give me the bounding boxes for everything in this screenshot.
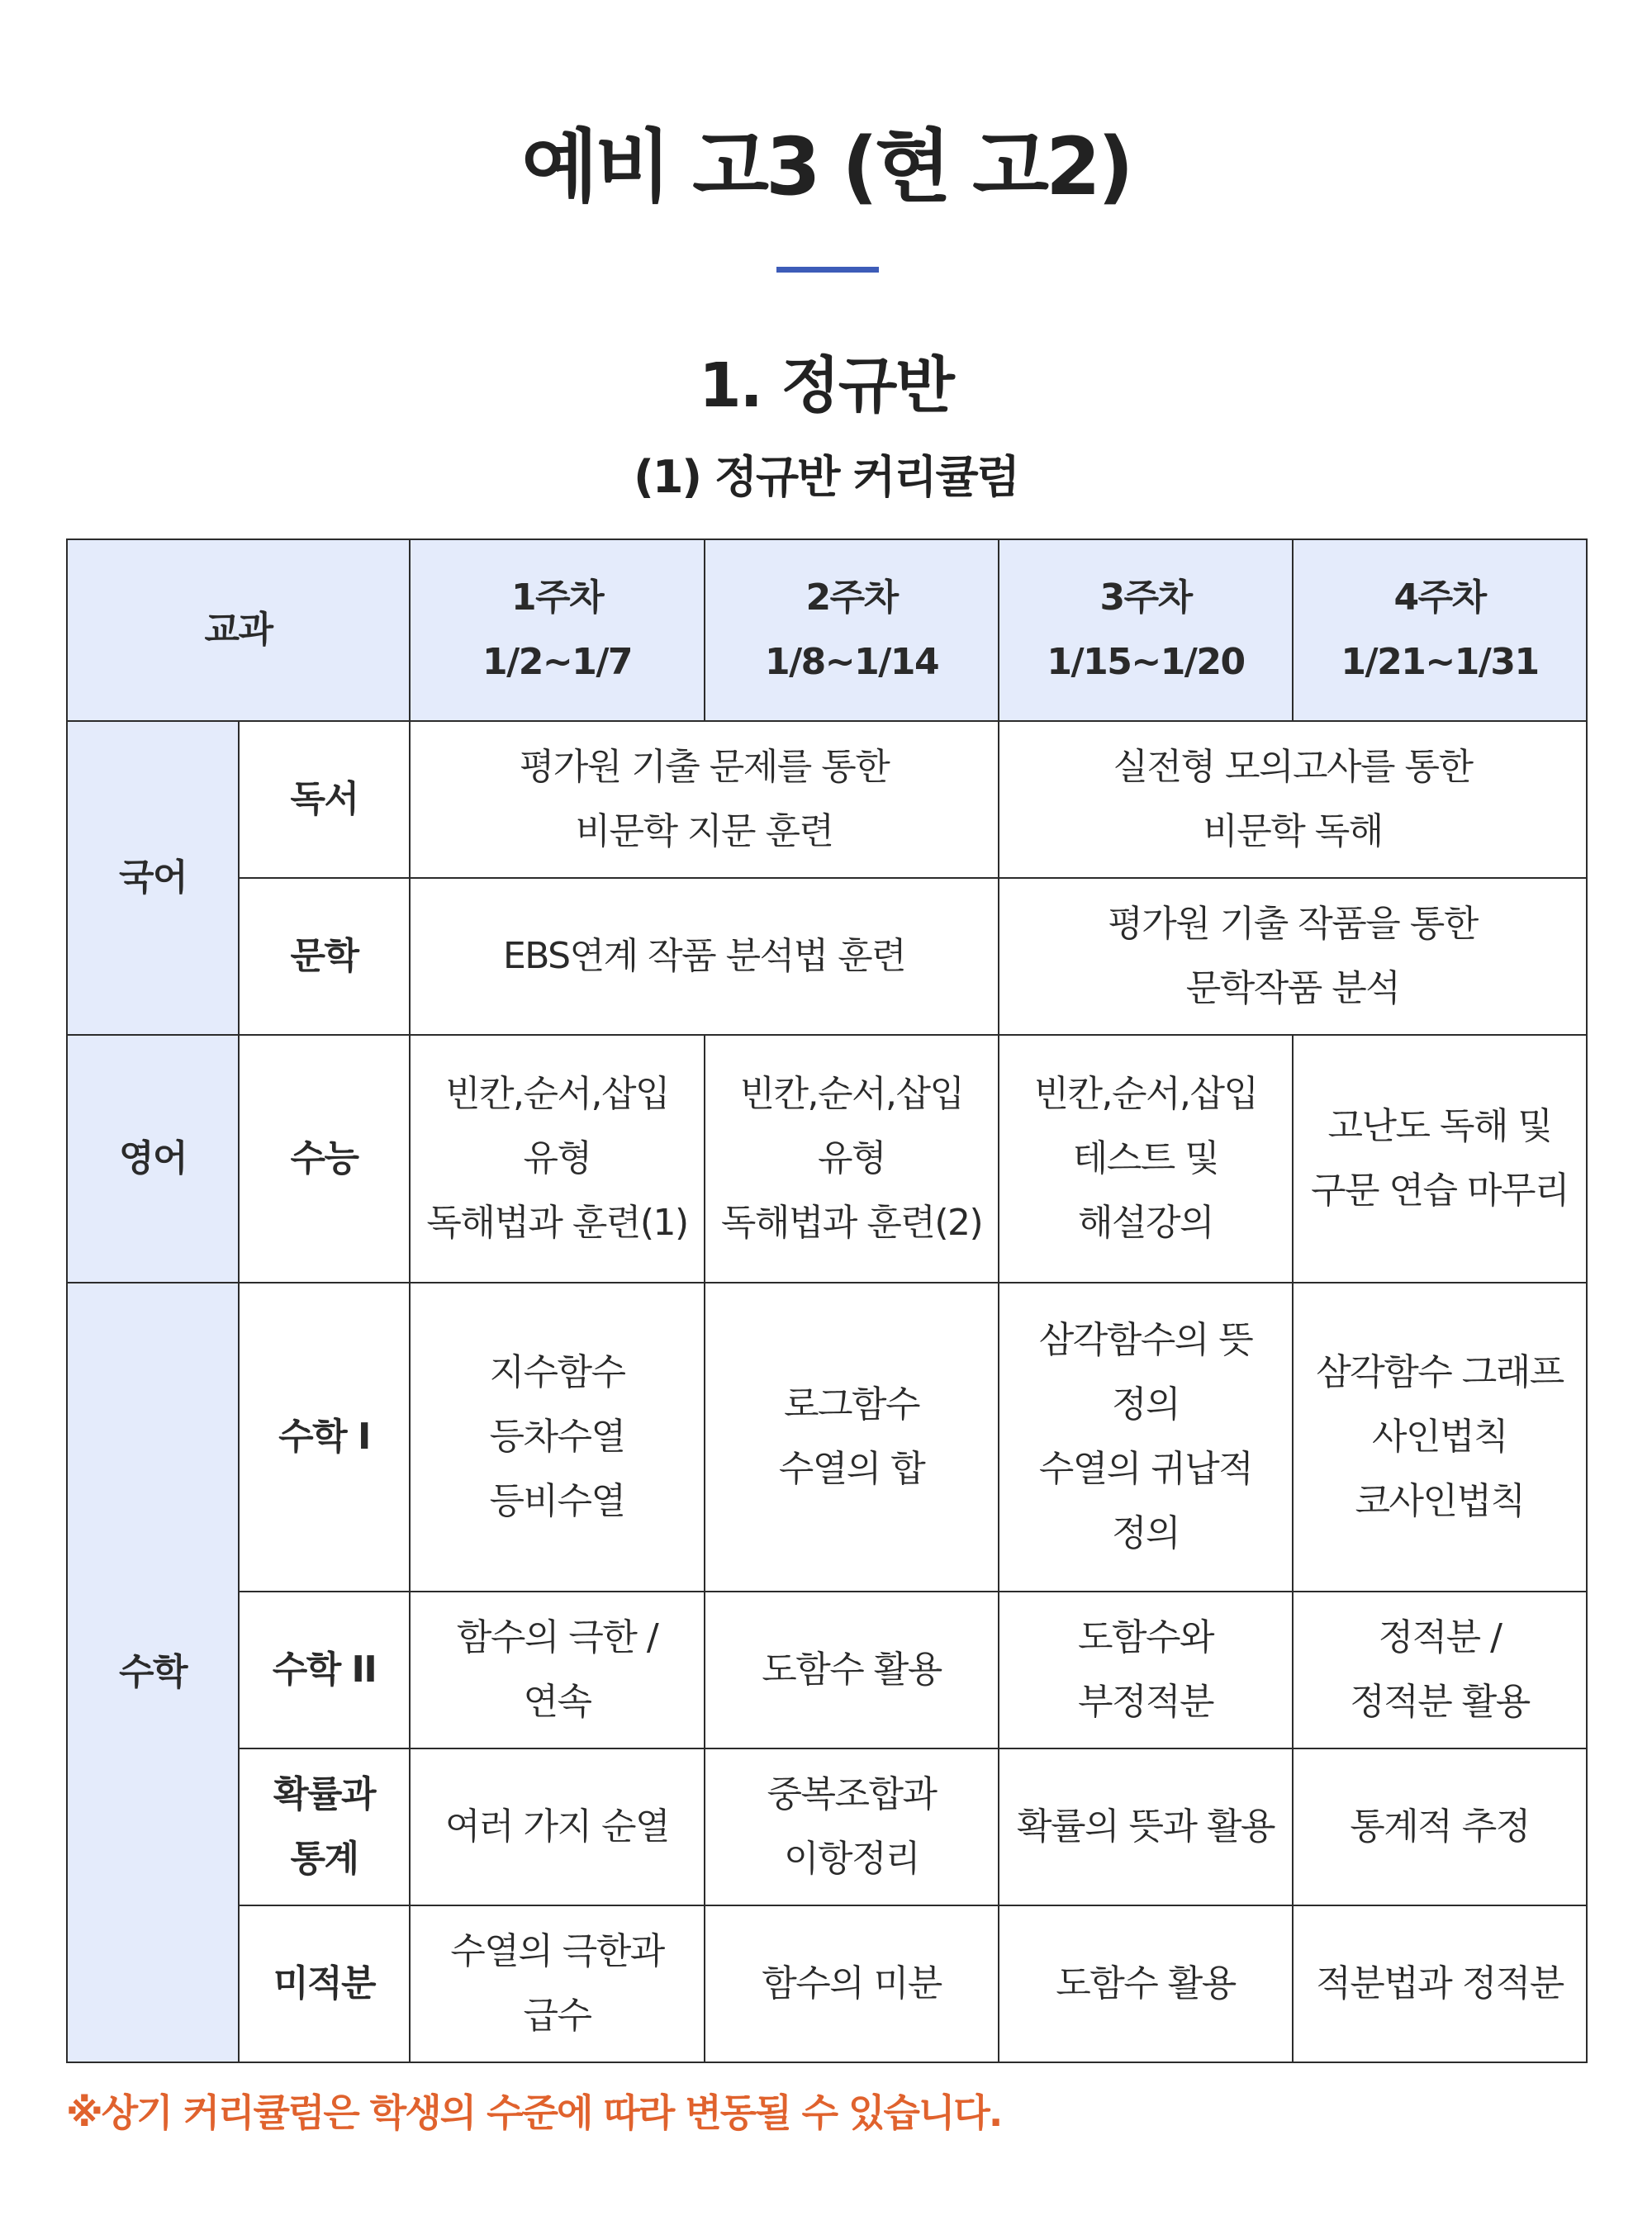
cell-line: 급수 [523,1995,591,2037]
cell-line: 독해법과 훈련(1) [426,1202,688,1244]
week-2-header [705,539,999,721]
table-row [67,1283,1587,1592]
course-math-2: 수학 II [239,1592,410,1748]
week-label: 3주차 [1099,576,1192,619]
cell-line: 비문학 독해 [1203,810,1383,852]
table-cell [410,1748,705,1905]
table-cell [1293,1283,1587,1592]
cell-line: 중복조합과 [767,1773,937,1815]
cell-line: 정의 [1112,1383,1180,1426]
course-math-1: 수학 I [239,1283,410,1592]
course-reading: 독서 [239,721,410,878]
cell-line: 지수함수 [489,1351,625,1393]
table-row [67,721,1587,878]
table-header-row [67,539,1587,721]
cell-line: 빈칸,순서,삽입 [1033,1073,1258,1115]
table-cell [410,1905,705,2062]
cell-line: 적분법과 정적분 [1316,1962,1564,2005]
page-title: 예비 고3 (현 고2) [521,121,1131,213]
cell-line: 빈칸,순서,삽입 [739,1073,964,1115]
curriculum-subtitle: (1) 정규반 커리큘럼 [634,451,1018,503]
cell-line: 도함수 활용 [1056,1962,1236,2005]
table-cell [410,1035,705,1283]
table-cell [705,1748,999,1905]
week-label: 2주차 [805,576,898,619]
cell-line: 정적분 / [1378,1616,1502,1658]
week-dates: 1/15~1/20 [1047,641,1245,683]
table-row [67,1035,1587,1283]
table-cell [999,878,1587,1035]
cell-line: 여러 가지 순열 [445,1805,670,1848]
cell-line: 빈칸,순서,삽입 [445,1073,670,1115]
cell-line: 유형 [818,1137,886,1179]
corner-header: 교과 [67,539,410,721]
table-row [67,1748,1587,1905]
cell-line: 로그함수 [784,1383,920,1426]
title-underline [776,267,879,273]
cell-line: 수열의 합 [778,1448,925,1490]
table-cell [1293,1035,1587,1283]
cell-line: 통계 [290,1838,358,1880]
week-dates: 1/2~1/7 [482,641,632,683]
table-row [67,878,1587,1035]
cell-line: 해설강의 [1078,1202,1214,1244]
cell-line: 수열의 극한과 [450,1930,664,1972]
week-3-header [999,539,1293,721]
subject-korean: 국어 [67,721,239,1035]
table-cell [410,721,999,878]
cell-line: 문학작품 분석 [1185,967,1400,1009]
subject-english: 영어 [67,1035,239,1283]
table-cell [410,878,999,1035]
cell-line: 함수의 미분 [762,1962,942,2005]
table-row [67,1592,1587,1748]
table-cell [410,1283,705,1592]
cell-line: 독해법과 훈련(2) [720,1202,983,1244]
cell-line: 고난도 독해 및 [1327,1105,1552,1147]
table-cell [999,1592,1293,1748]
table-cell [1293,1905,1587,2062]
cell-line: 연속 [523,1681,591,1723]
curriculum-table [66,539,1588,2063]
week-dates: 1/8~1/14 [764,641,939,683]
curriculum-note: ※상기 커리큘럼은 학생의 수준에 따라 변동될 수 있습니다. [66,2090,1002,2135]
cell-line: 비문학 지문 훈련 [575,810,833,852]
cell-line: 평가원 기출 문제를 통한 [519,746,890,788]
table-cell [999,1905,1293,2062]
table-row [67,1905,1587,2062]
course-suneung: 수능 [239,1035,410,1283]
table-cell [705,1592,999,1748]
cell-line: 삼각함수 그래프 [1316,1351,1564,1393]
cell-line: 부정적분 [1078,1681,1214,1723]
table-cell [999,1035,1293,1283]
week-1-header [410,539,705,721]
cell-line: 테스트 및 [1072,1137,1219,1179]
cell-line: 등비수열 [489,1480,625,1522]
week-label: 1주차 [510,576,604,619]
cell-line: 통계적 추정 [1350,1805,1530,1848]
table-cell [705,1035,999,1283]
week-dates: 1/21~1/31 [1341,641,1539,683]
cell-line: 도함수 활용 [762,1649,942,1691]
table-cell [705,1283,999,1592]
cell-line: 함수의 극한 / [456,1616,658,1658]
cell-line: EBS연계 작품 분석법 훈련 [502,935,906,977]
cell-line: 유형 [523,1137,591,1179]
cell-line: 삼각함수의 뜻 [1038,1319,1253,1361]
course-literature: 문학 [239,878,410,1035]
cell-line: 사인법칙 [1372,1416,1508,1458]
cell-line: 등차수열 [489,1416,625,1458]
table-cell [999,721,1587,878]
course-probability-statistics [239,1748,410,1905]
table-cell [705,1905,999,2062]
cell-line: 수열의 귀납적 [1038,1448,1253,1490]
cell-line: 정적분 활용 [1350,1681,1530,1723]
cell-line: 확률의 뜻과 활용 [1017,1805,1275,1848]
cell-line: 코사인법칙 [1355,1480,1525,1522]
table-cell [410,1592,705,1748]
subject-math: 수학 [67,1283,239,2062]
cell-line: 도함수와 [1078,1616,1214,1658]
table-cell [1293,1748,1587,1905]
week-label: 4주차 [1393,576,1486,619]
table-cell [999,1283,1293,1592]
course-calculus: 미적분 [239,1905,410,2062]
table-cell [1293,1592,1587,1748]
table-cell [999,1748,1293,1905]
cell-line: 이항정리 [784,1838,920,1880]
cell-line: 평가원 기출 작품을 통한 [1108,903,1478,945]
week-4-header [1293,539,1587,721]
cell-line: 구문 연습 마무리 [1311,1170,1569,1212]
cell-line: 실전형 모의고사를 통한 [1113,746,1473,788]
section-title: 1. 정규반 [699,350,953,421]
cell-line: 정의 [1112,1512,1180,1554]
cell-line: 확률과 [273,1773,376,1815]
